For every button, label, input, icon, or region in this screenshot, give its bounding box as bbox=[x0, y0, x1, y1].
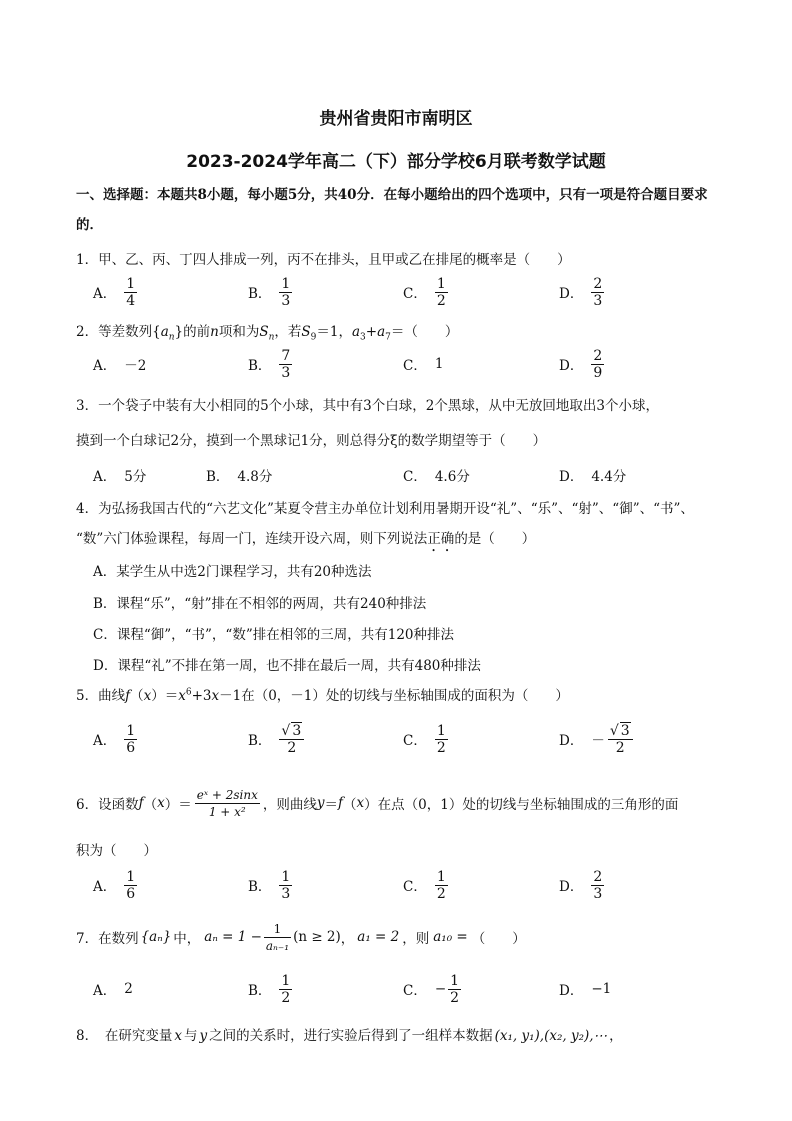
question-8: 8． 在研究变量 x 与 y 之间的关系时，进行实验后得到了一组样本数据 (x₁, y₁),(x₂, y₂),⋯ ， bbox=[76, 1028, 623, 1044]
q4-option-a: A．某学生从中选2门课程学习，共有20种选法 bbox=[93, 564, 372, 580]
q1-option-c: C． $\frac{1}{2}$ bbox=[403, 275, 446, 309]
q5-option-d: D． － $\frac{√ 3}{2}$ bbox=[559, 719, 633, 759]
question-6-line-2: 积为（ ） bbox=[76, 843, 157, 859]
question-3-line-2: 摸到一个白球记2分，摸到一个黑球记1分，则总得分ξ的数学期望等于（ ） bbox=[76, 433, 547, 449]
q2-options bbox=[93, 344, 733, 384]
question-3-line-1: 3．一个袋子中装有大小相同的5个小球，其中有3个白球，2个黑球，从中无放回地取出3个小球， bbox=[76, 398, 659, 414]
exam-subtitle: 2023-2024学年高二（下）部分学校6月联考数学试题 bbox=[186, 152, 606, 172]
q7-option-c: C． − $\frac{1}{2}$ bbox=[403, 972, 460, 1006]
question-5: 5．曲线$f(x)=x^6+3x-1$在（0，－1）处的切线与坐标轴围成的面积为（ ） bbox=[76, 687, 569, 704]
q5-option-b: B． $\frac{√ 3}{2}$ bbox=[248, 719, 304, 759]
q5-option-c: C． $\frac{1}{2}$ bbox=[403, 722, 446, 756]
q3-options bbox=[93, 455, 733, 495]
q7-option-d: D． −1 bbox=[559, 981, 612, 999]
q4-option-c: C．课程“御”，“书”，“数”排在相邻的三周，共有120种排法 bbox=[93, 627, 455, 643]
q3-option-d: D． 4.4分 bbox=[559, 469, 627, 485]
q5-options bbox=[93, 719, 733, 759]
q2-option-a: A． －2 bbox=[93, 358, 147, 374]
question-4-line-1: 4．为弘扬我国古代的“六艺文化”某夏令营主办单位计划利用暑期开设“礼”、“乐”、“射”、“御”、“书”、 bbox=[76, 501, 694, 517]
q6-option-a: A． $\frac{1}{6}$ bbox=[93, 868, 136, 902]
question-4-line-2: “数”六门体验课程，每周一门，连续开设六周，则下列说法正确的是（ ） bbox=[76, 531, 536, 547]
question-6-line-1: 6．设函数 f （ x ）＝ $\frac{\text{eˣ + 2sinx}}{\text{1 + x²}}$ ，则曲线 y ＝ f （ x ）在点（0，1）处的切线与坐标轴围成的三角形的面 bbox=[76, 787, 679, 819]
q2-option-d: D． $\frac{2}{9}$ bbox=[559, 347, 603, 381]
q5-option-a: A． $\frac{1}{6}$ bbox=[93, 722, 136, 756]
q3-option-b: B． 4.8分 bbox=[206, 469, 273, 485]
q2-option-b: B． $\frac{7}{3}$ bbox=[248, 347, 291, 381]
q1-options bbox=[93, 272, 733, 312]
q7-option-a: A． 2 bbox=[93, 981, 133, 999]
q6-option-c: C． $\frac{1}{2}$ bbox=[403, 868, 446, 902]
q3-option-a: A． 5分 bbox=[93, 469, 147, 485]
q1-option-b: B． $\frac{1}{3}$ bbox=[248, 275, 291, 309]
q7-option-b: B． $\frac{1}{2}$ bbox=[248, 972, 291, 1006]
q4-option-d: D．课程“礼”不排在第一周，也不排在最后一周，共有480种排法 bbox=[93, 658, 481, 674]
q6-options bbox=[93, 865, 733, 905]
q4-option-b: B．课程“乐”，“射”排在不相邻的两周，共有240种排法 bbox=[93, 596, 427, 612]
q1-option-a: A． $\frac{1}{4}$ bbox=[93, 275, 136, 309]
section-heading: 一、选择题：本题共8小题，每小题5分，共40分．在每小题给出的四个选项中，只有一项是符合题目要求的． bbox=[76, 187, 708, 233]
question-7: 7．在数列 {aₙ} 中， aₙ = 1 − $\frac{1}{\text{aₙ₋₁}}$ (n ≥ 2) ， a₁ = 2 ，则 a₁₀ = （ ） bbox=[76, 921, 526, 953]
q7-options bbox=[93, 969, 733, 1009]
question-1: 1．甲、乙、丙、丁四人排成一列，丙不在排头，且甲或乙在排尾的概率是（ ） bbox=[76, 252, 571, 268]
question-2: 2．等差数列$\{a_n\}$的前n项和为$S_n$，若$S_9=1$，$a_3+a_7=$（ ） bbox=[76, 324, 459, 343]
q6-option-d: D． $\frac{2}{3}$ bbox=[559, 868, 603, 902]
q1-option-d: D． $\frac{2}{3}$ bbox=[559, 275, 603, 309]
exam-title: 贵州省贵阳市南明区 bbox=[319, 109, 473, 129]
q6-option-b: B． $\frac{1}{3}$ bbox=[248, 868, 291, 902]
q3-option-c: C． 4.6分 bbox=[403, 469, 470, 485]
q2-option-c: C． 1 bbox=[403, 356, 444, 374]
